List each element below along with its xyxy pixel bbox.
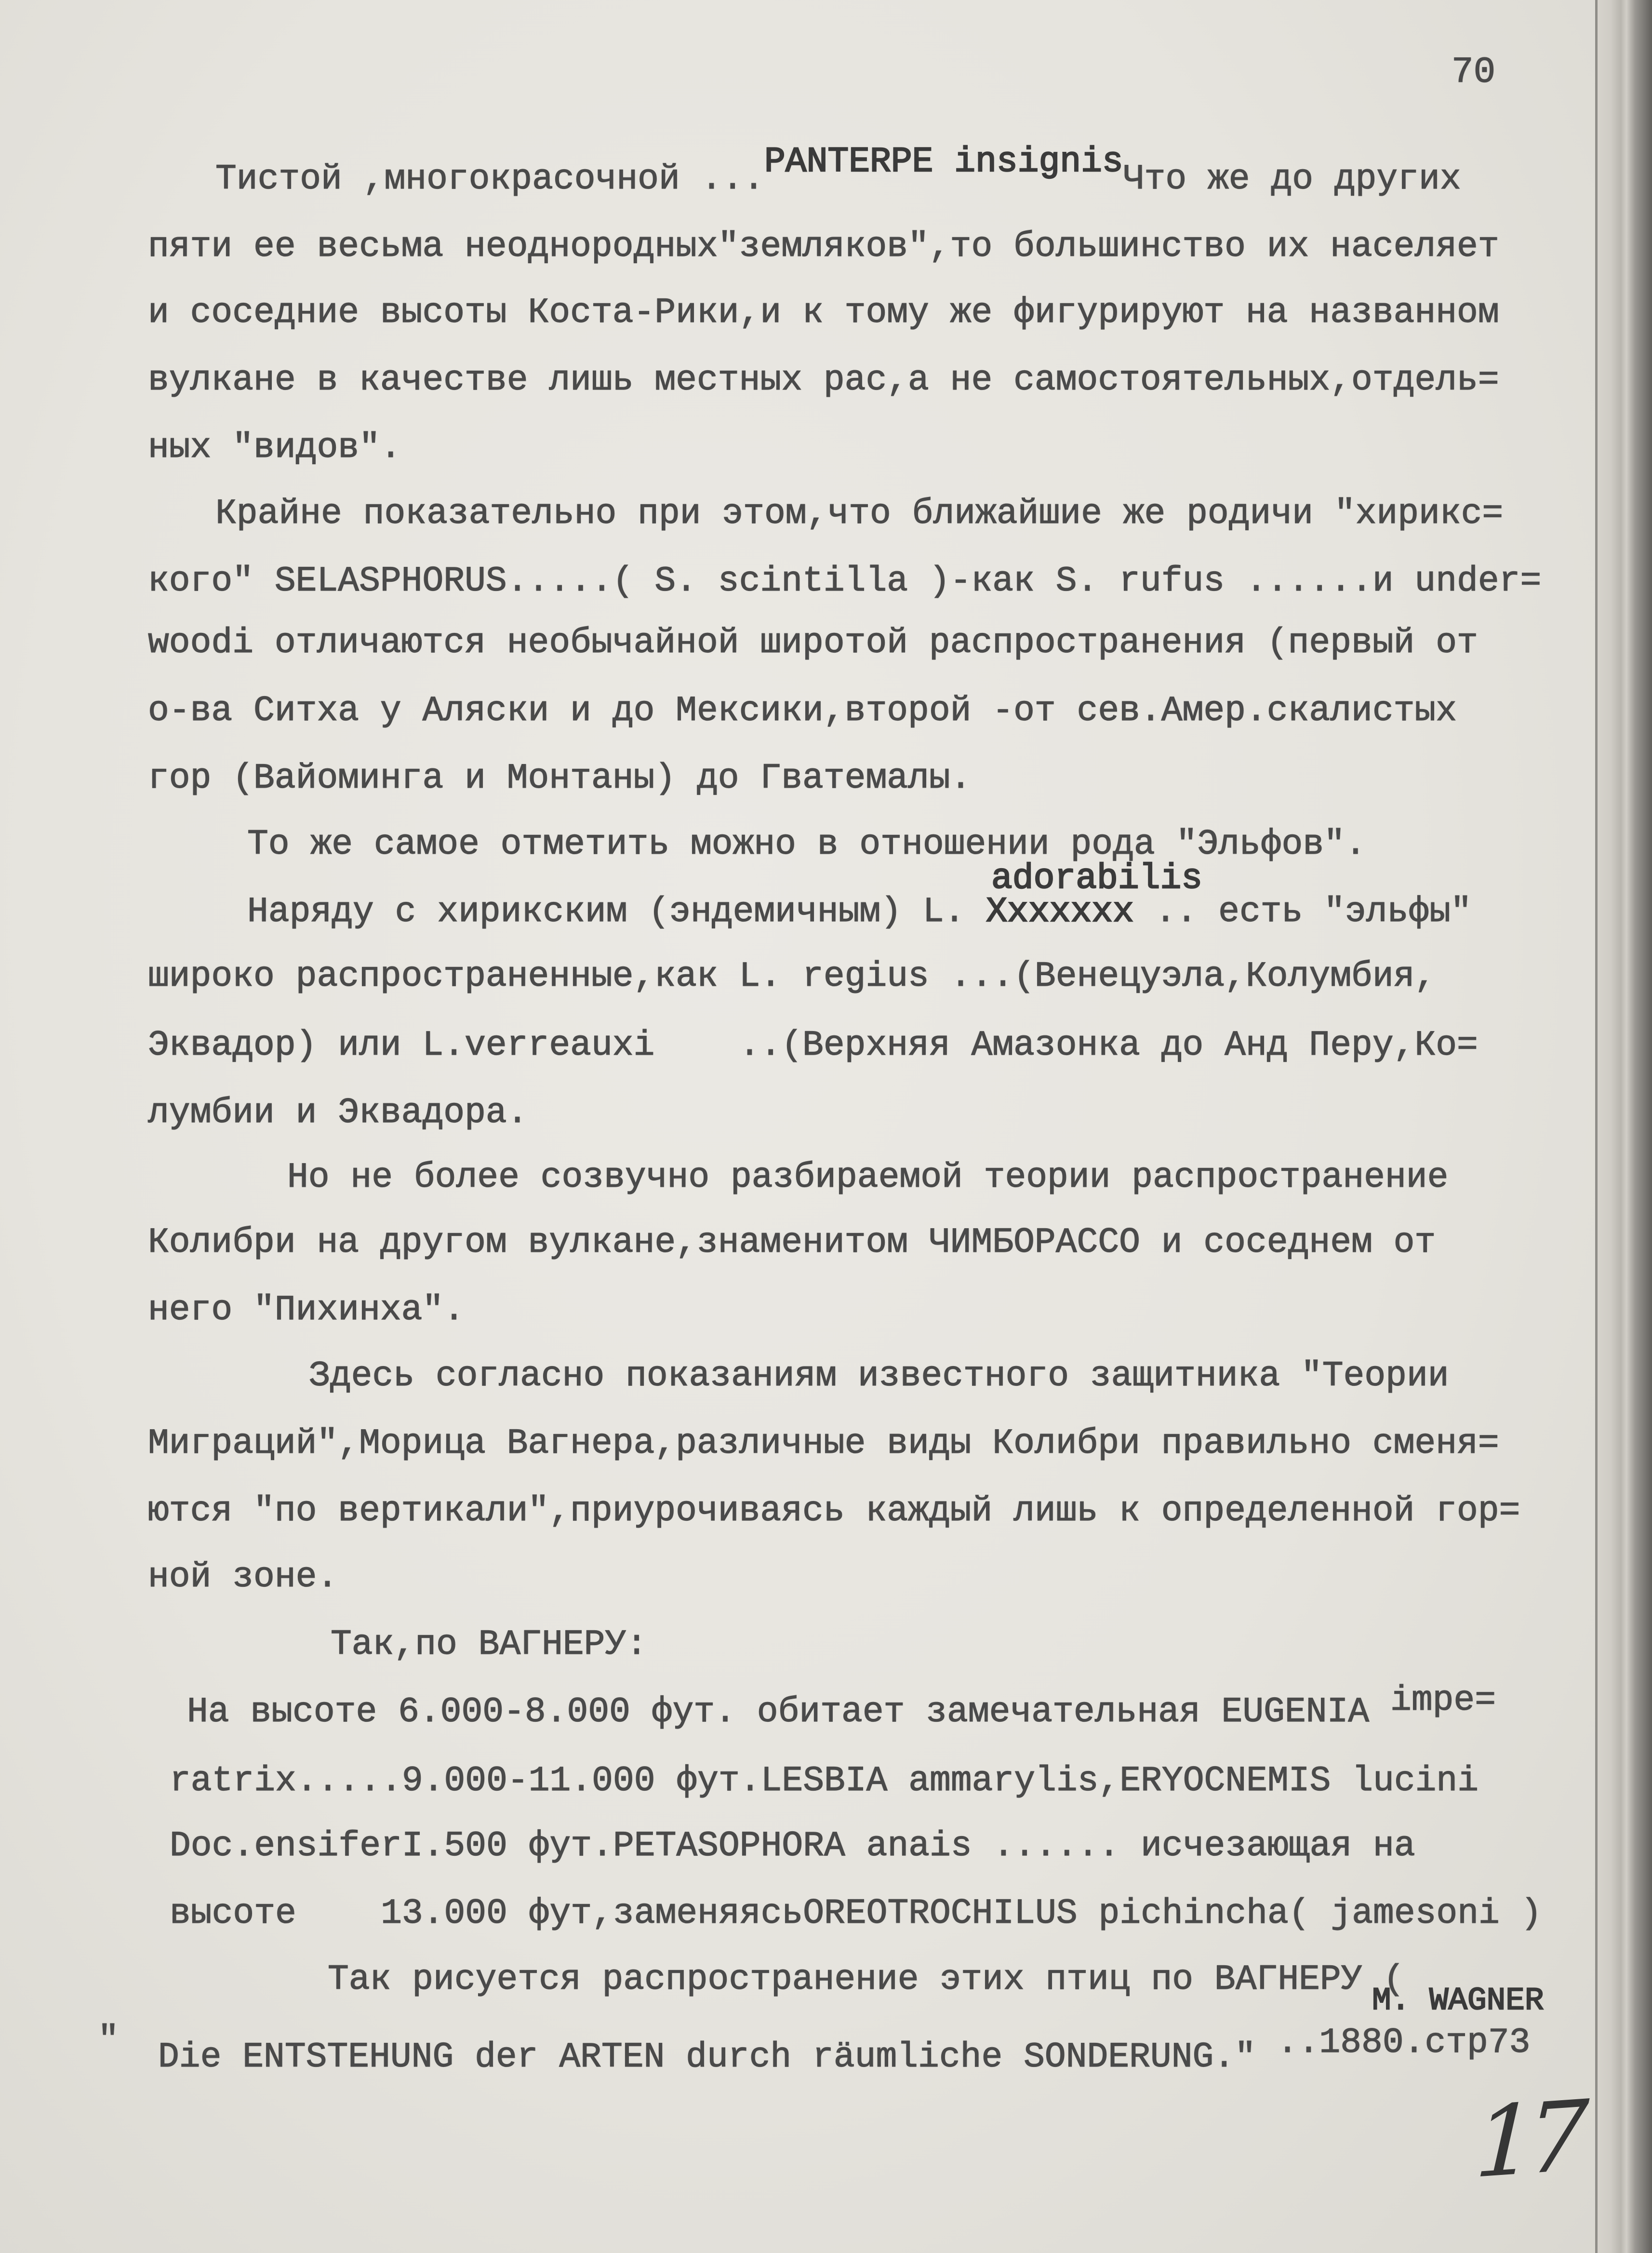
text-segment: woodi отличаются необычайной широтой распространения (первый от bbox=[148, 623, 1478, 663]
text-line bbox=[148, 227, 1499, 267]
text-segment: ratrix.....9.000-11.000 фут.LESBIA ammarylis,ERYOCNEMIS lucini bbox=[170, 1761, 1479, 1801]
text-line bbox=[215, 494, 1504, 534]
page-number: 70 bbox=[1452, 52, 1496, 93]
text-segment: Наряду с хирикским (эндемичным) L. bbox=[247, 892, 986, 932]
text-line bbox=[170, 1761, 1479, 1801]
text-line bbox=[247, 892, 1472, 932]
text-line bbox=[148, 691, 1457, 731]
text-segment: Тистой ,многокрасочной ... bbox=[215, 159, 764, 199]
text-segment: Doc.ensiferI.500 фут.PETASOPHORA anais ...... исчезающая на bbox=[170, 1826, 1415, 1866]
text-line bbox=[148, 1559, 338, 1595]
text-segment: На высоте 6.000-8.000 фут. обитает замечательная EUGENIA bbox=[187, 1692, 1391, 1732]
citation-year-page: ..1880.стр73 bbox=[1255, 2023, 1531, 2063]
page-stack-edge bbox=[1595, 0, 1652, 2253]
text-segment: и соседние высоты Коста-Рики,и к тому же фигурируют на названном bbox=[148, 293, 1499, 333]
text-line bbox=[148, 1025, 1478, 1065]
text-segment: Так рисуется распространение этих птиц по ВАГНЕРУ ( bbox=[328, 1959, 1405, 1999]
text-segment: о-ва Ситха у Аляски и до Мексики,второй -от сев.Амер.скалистых bbox=[148, 691, 1457, 731]
text-line bbox=[148, 362, 1499, 398]
text-segment: .. есть "эльфы" bbox=[1133, 892, 1472, 932]
text-line bbox=[148, 956, 1436, 996]
text-segment: пяти ее весьма неоднородных"земляков",то большинство их населяет bbox=[148, 227, 1499, 267]
text-segment: ной зоне. bbox=[148, 1557, 338, 1597]
latin-species-name: PANTERPE insignis bbox=[764, 142, 1123, 182]
text-line bbox=[148, 623, 1478, 663]
text-line bbox=[247, 824, 1366, 864]
text-line bbox=[170, 1893, 1542, 1933]
text-line bbox=[328, 1959, 1405, 1999]
text-line bbox=[148, 1423, 1499, 1463]
text-segment: гор (Вайоминга и Монтаны) до Гватемалы. bbox=[148, 758, 972, 798]
text-segment: высоте 13.000 фут,заменяясьOREOTROCHILUS pichincha( jamesoni ) bbox=[170, 1893, 1542, 1933]
text-line bbox=[148, 563, 1541, 599]
text-line bbox=[148, 758, 972, 798]
text-segment: кого" SELASPHORUS.....( S. scintilla )-как S. rufus ......и under= bbox=[148, 561, 1542, 601]
text-segment: Колибри на другом вулкане,знаменитом ЧИМБОРАССО и соседнем от bbox=[148, 1222, 1436, 1262]
text-line bbox=[309, 1358, 1449, 1394]
text-line bbox=[148, 293, 1499, 333]
text-segment: вулкане в качестве лишь местных рас,а не самостоятельных,отдель= bbox=[148, 360, 1499, 400]
citation-title: Die ENTSTEHUNG der ARTEN durch räumliche SONDERUNG." bbox=[158, 2037, 1256, 2077]
text-segment: ных "видов". bbox=[148, 428, 401, 468]
text-line bbox=[187, 1680, 1496, 1732]
text-line bbox=[158, 2023, 1531, 2077]
text-segment: Крайне показательно при этом,что ближайшие же родичи "хирикс= bbox=[215, 494, 1504, 534]
author-reference: M. WAGNER bbox=[1372, 1983, 1544, 2019]
text-line bbox=[215, 142, 1461, 199]
text-segment: Так,по ВАГНЕРУ: bbox=[331, 1624, 648, 1664]
text-line bbox=[148, 428, 401, 468]
text-segment: Здесь согласно показаниям известного защитника "Теории bbox=[309, 1356, 1449, 1396]
text-segment: impe= bbox=[1390, 1680, 1496, 1720]
text-line bbox=[148, 1292, 465, 1328]
text-segment: То же самое отметить можно в отношении рода "Эльфов". bbox=[247, 824, 1366, 864]
text-segment: Эквадор) или L.verreauxi ..(Верхняя Амазонка до Анд Перу,Ко= bbox=[148, 1025, 1478, 1065]
text-line bbox=[170, 1828, 1415, 1864]
text-segment: широко распространенные,как L. regius ...(Венецуэла,Колумбия, bbox=[148, 956, 1436, 996]
text-segment: Миграций",Морица Вагнера,различные виды Колибри правильно сменя= bbox=[148, 1423, 1499, 1463]
text-segment: Но не более созвучно разбираемой теории распространение bbox=[287, 1157, 1449, 1197]
text-line bbox=[331, 1624, 648, 1664]
struck-out-text: Xxxxxxx bbox=[986, 892, 1134, 932]
text-segment: лумбии и Эквадора. bbox=[148, 1093, 528, 1133]
text-line bbox=[148, 1093, 528, 1133]
interlinear-insertion: adorabilis bbox=[991, 858, 1203, 899]
text-line bbox=[148, 1222, 1436, 1262]
text-line bbox=[287, 1157, 1449, 1197]
margin-quote-mark: " bbox=[98, 2020, 119, 2060]
text-segment: Что же до других bbox=[1123, 159, 1461, 199]
text-line bbox=[148, 1493, 1520, 1529]
text-segment: ются "по вертикали",приурочиваясь каждый лишь к определенной гор= bbox=[148, 1491, 1520, 1531]
handwritten-folio-number: 17 bbox=[1473, 2079, 1582, 2200]
text-segment: него "Пихинха". bbox=[148, 1290, 465, 1330]
